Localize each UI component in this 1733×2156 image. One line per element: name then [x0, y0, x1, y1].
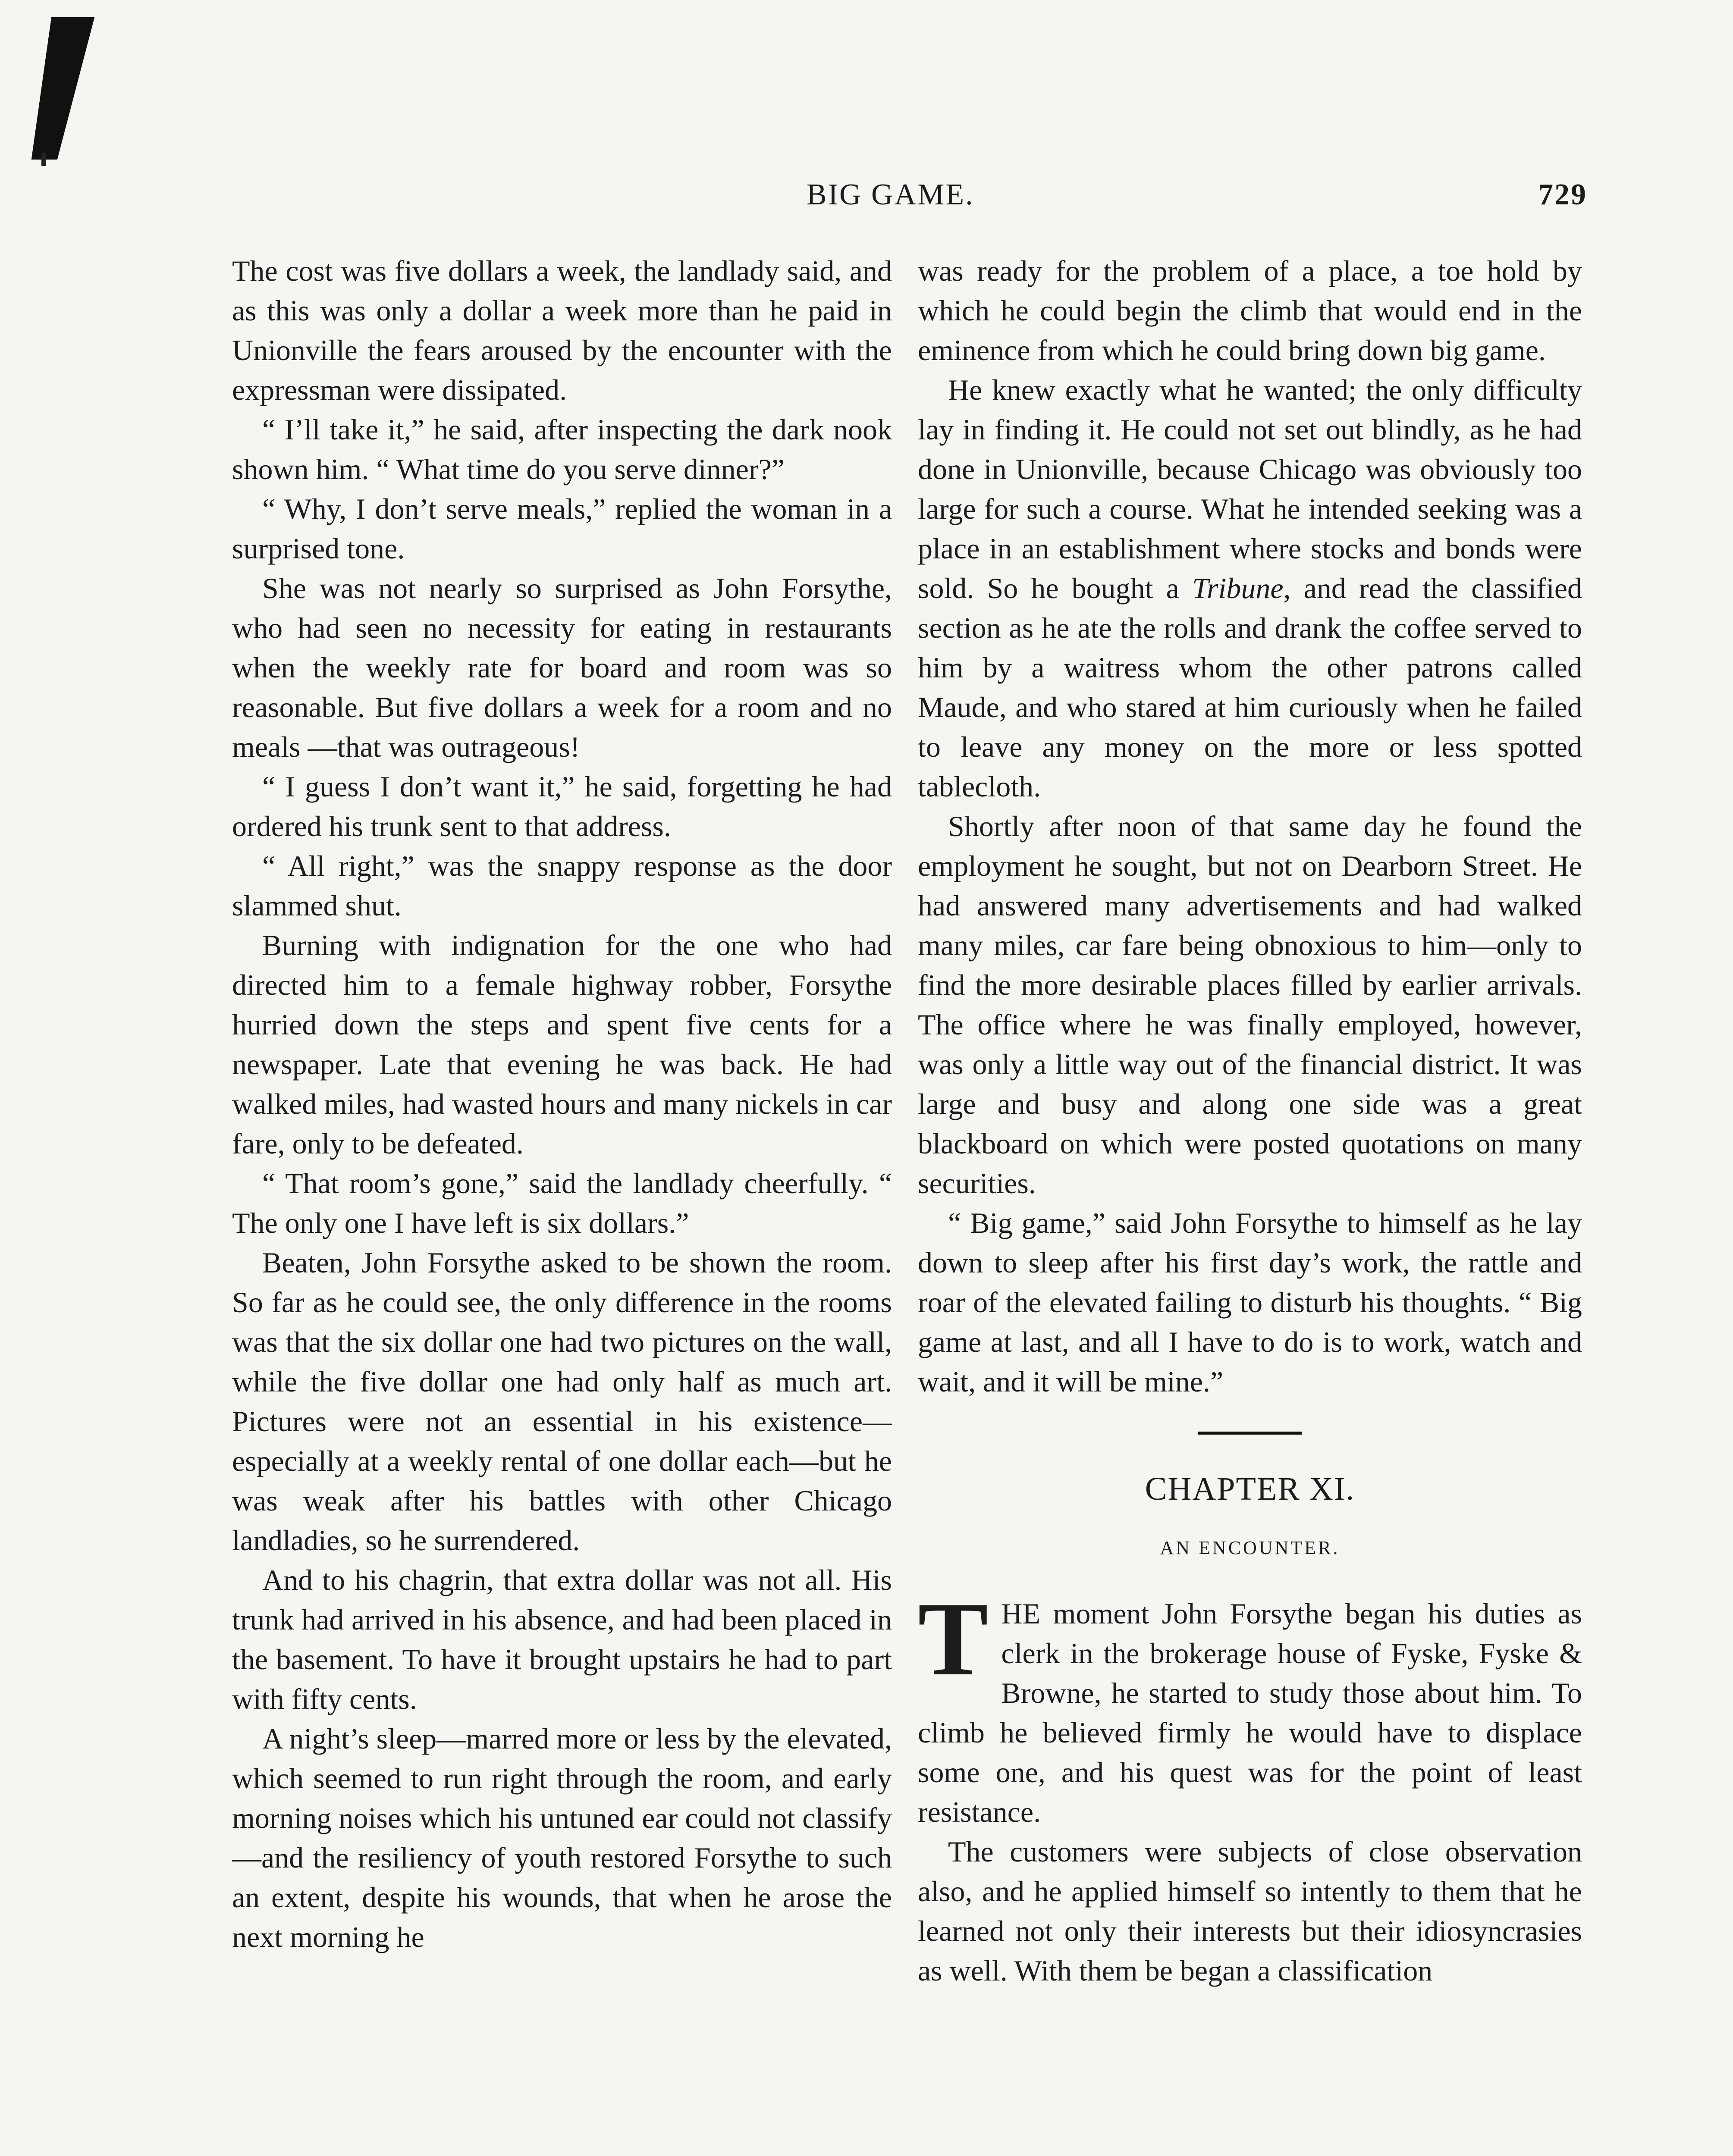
- paragraph: Burning with indignation for the one who had directed him to a female highway robber, Forsythe hurried down the steps and spent five cents for a newspaper. Late that evening he was back. He had walked miles, had wasted hours and many nickels in car fare, only to be defeated.: [232, 929, 892, 1160]
- paragraph: The cost was five dollars a week, the landlady said, and as this was only a dollar a week more than he paid in Unionville the fears aroused by the encounter with the expressman were dissipated.: [232, 254, 892, 406]
- chapter-title: CHAPTER XI.: [1145, 1471, 1355, 1507]
- newspaper-title: Tribune,: [1192, 572, 1291, 605]
- chapter-subtitle: AN ENCOUNTER.: [1160, 1537, 1340, 1558]
- text-run: HE moment John Forsythe began his duties as clerk in the brokerage house of Fyske, Fyske & Browne, he started to study those about him. To climb he believed firmly he would have to displace some one, and his quest was for the point of least resistance.: [918, 1597, 1582, 1828]
- running-header: [0, 178, 1733, 221]
- paragraph: “ That room’s gone,” said the landlady cheerfully. “ The only one I have left is six dollars.”: [232, 1167, 892, 1239]
- text-run: He knew exactly what he wanted; the only difficulty lay in finding it. He could not set out blindly, as he had done in Unionville, because Chicago was obviously too large for such a course. What he intended seeking was a place in an establishment where stocks and bonds were sold. So he bought a: [918, 373, 1582, 605]
- paragraph: “ All right,” was the snappy response as the door slammed shut.: [232, 849, 892, 922]
- paragraph: And to his chagrin, that extra dollar was not all. His trunk had arrived in his absence, and had been placed in the basement. To have it brought upstairs he had to part with fifty cents.: [232, 1564, 892, 1715]
- paragraph: “ Why, I don’t serve meals,” replied the woman in a surprised tone.: [232, 492, 892, 565]
- running-title: BIG GAME.: [807, 178, 974, 211]
- paragraph: A night’s sleep—marred more or less by the elevated, which seemed to run right through the room, and early morning noises which his untuned ear could not classify—and the resiliency of youth restored Forsythe to such an extent, despite his wounds, that when he arose the next morning he: [232, 1722, 892, 1953]
- paragraph: She was not nearly so surprised as John Forsythe, who had seen no necessity for eating in restaurants when the weekly rate for board and room was so reasonable. But five dollars a week for a room and no meals —that was outrageous!: [232, 572, 892, 763]
- paragraph: “ I guess I don’t want it,” he said, forgetting he had ordered his trunk sent to that address.: [232, 770, 892, 843]
- paragraph: Shortly after noon of that same day he found the employment he sought, but not on Dearborn Street. He had answered many advertisements and had walked many miles, car fare being obnoxious to him—only to find the more desirable places filled by earlier arrivals. The office where he was finally employed, however, was only a little way out of the financial district. It was large and busy and along one side was a great blackboard on which were posted quotations on many securities.: [918, 810, 1582, 1200]
- left-column: [232, 251, 892, 1957]
- paragraph: [918, 370, 1582, 806]
- drop-cap: T: [918, 1580, 989, 1697]
- right-column: [918, 251, 1582, 1990]
- paragraph: The customers were subjects of close observation also, and he applied himself so intently to them that he learned not only their interests but their idiosyncrasies as well. With them be began a classification: [918, 1835, 1582, 1987]
- corner-ink-mark: [31, 17, 94, 160]
- section-divider: [1198, 1432, 1302, 1435]
- paragraph: Beaten, John Forsythe asked to be shown the room. So far as he could see, the only difference in the rooms was that the six dollar one had two pictures on the wall, while the five dollar one had only half as much art. Pictures were not an essential in his existence—especially at a weekly rental of one dollar each—but he was weak after his battles with other Chicago landladies, so he surrendered.: [232, 1246, 892, 1557]
- paragraph-continued: was ready for the problem of a place, a toe hold by which he could begin the climb that would end in the eminence from which he could bring down big game.: [918, 254, 1582, 367]
- chapter-opening-paragraph: [918, 1580, 1582, 1832]
- text-run: and read the classified section as he ate the rolls and drank the coffee served to him by a waitress whom the other patrons called Maude, and who stared at him curiously when he failed to leave any money on the more or less spotted tablecloth.: [918, 572, 1582, 803]
- margin-tick: [41, 153, 46, 166]
- paragraph: “ Big game,” said John Forsythe to himself as he lay down to sleep after his first day’s work, the rattle and roar of the elevated failing to disturb his thoughts. “ Big game at last, and all I have to do is to work, watch and wait, and it will be mine.”: [918, 1206, 1582, 1398]
- paragraph: “ I’ll take it,” he said, after inspecting the dark nook shown him. “ What time do you serve dinner?”: [232, 413, 892, 486]
- page-number: 729: [1538, 178, 1587, 211]
